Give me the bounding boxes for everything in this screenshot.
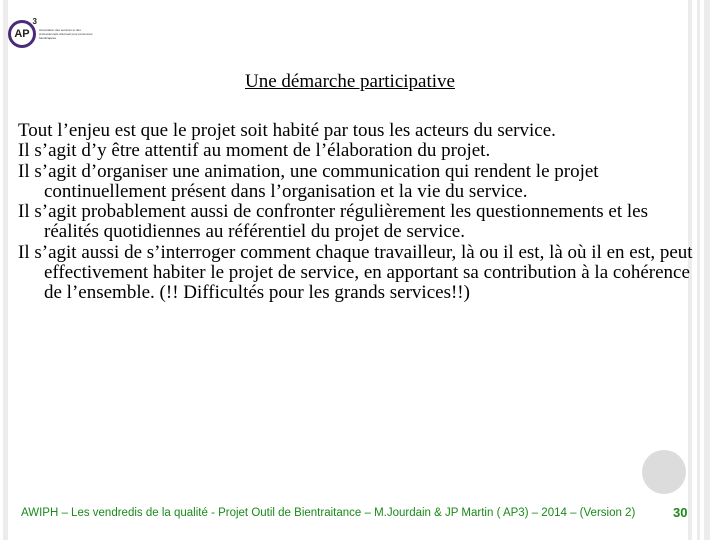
footer-text: AWIPH – Les vendredis de la qualité - Projet Outil de Bientraitance – M.Jourdain & JP Martin ( AP3) – 2014 – (Version 2) [21,507,636,519]
bullet-paragraph: Il s’agit aussi de s’interroger comment chaque travailleur, là ou il est, là où il en est, peut effectivement habiter le projet de service, en apportant sa contribution à la cohérence de l’ensemble. (!! Difficultés pour les grands services!!) [18,241,693,304]
slide-title-text: Une démarche participative [245,71,455,92]
logo-mark-text: AP [14,28,30,40]
logo-superscript: 3 [32,17,37,26]
bullet-paragraph: Il s’agit probablement aussi de confronter régulièrement les questionnements et les réalités quotidiennes au référentiel du projet de service. [18,201,648,243]
bullet-paragraph: Il s’agit d’y être attentif au moment de l’élaboration du projet. [18,140,491,162]
right-border-stripe [704,0,710,540]
slide-title [0,71,700,93]
logo-mark [8,17,37,48]
decorative-circle [642,450,686,494]
page-number: 30 [673,505,688,520]
ap3-logo [8,17,99,48]
slide-body [18,121,698,304]
bullet-paragraph: Il s’agit d’organiser une animation, une communication qui rendent le projet continuellement présent dans l’organisation et la vie du service. [18,160,599,202]
logo-tagline: Association des services et des professionnels d'accueil pour personnes handicapées [39,28,93,40]
bullet-paragraph: Tout l’enjeu est que le projet soit habité par tous les acteurs du service. [18,120,556,141]
